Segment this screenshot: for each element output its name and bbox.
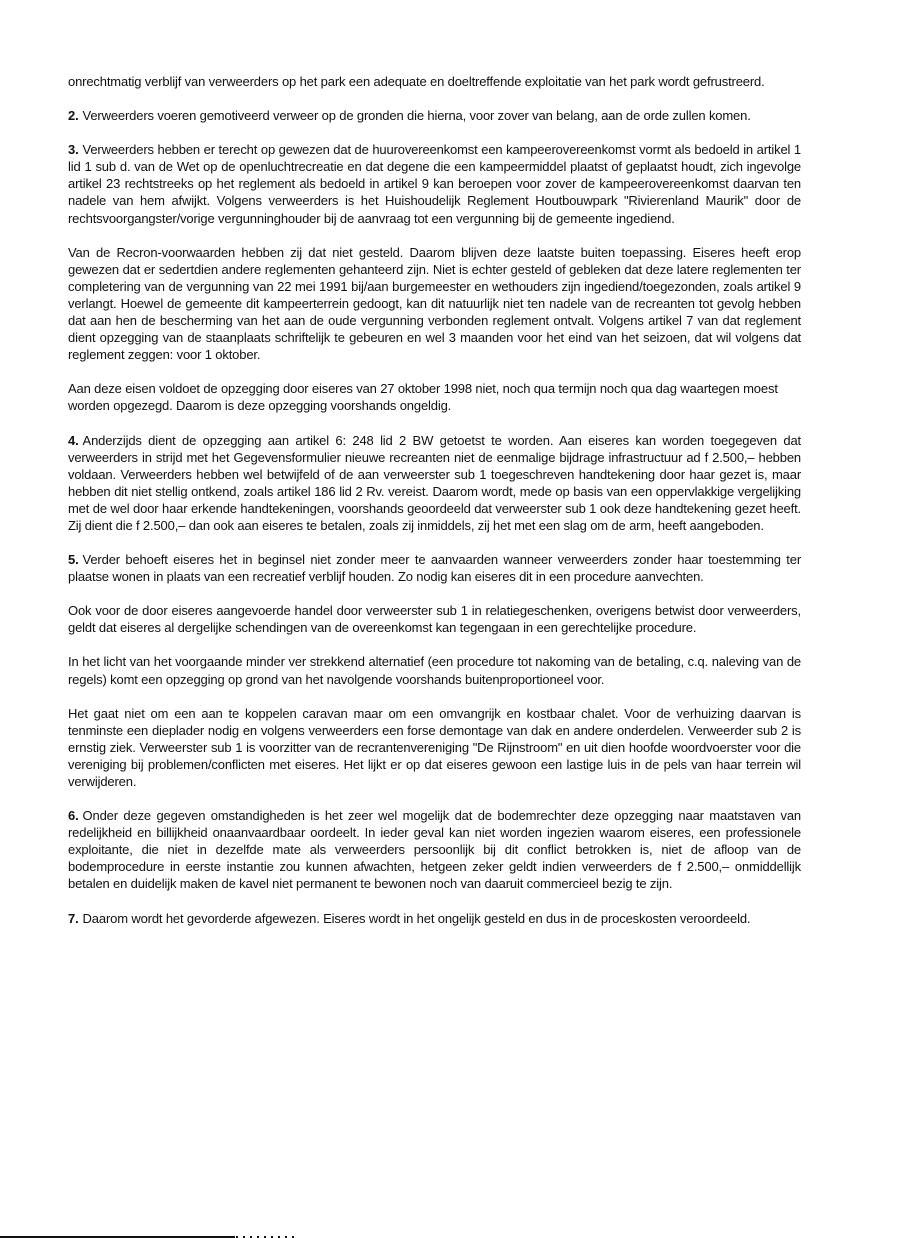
paragraph-7 [68, 910, 801, 927]
paragraph-5c [68, 653, 801, 687]
paragraph-number: 6. [68, 808, 79, 824]
paragraph-text: Daarom wordt het gevorderde afgewezen. Eiseres wordt in het ongelijk gesteld en dus in de proceskosten veroordeeld. [82, 910, 751, 926]
paragraph-2 [68, 107, 801, 124]
paragraph-5b [68, 602, 801, 636]
paragraph-text: onrechtmatig verblijf van verweerders op het park een adequate en doeltreffende exploitatie van het park wordt gefrustreerd. [68, 74, 765, 89]
paragraph-3b [68, 244, 801, 364]
paragraph-6 [68, 807, 801, 892]
paragraph-text: Aan deze eisen voldoet de opzegging door eiseres van 27 oktober 1998 niet, noch qua termijn noch qua dag waartegen moest worden opgezegd. Daarom is deze opzegging voorshands ongeldig. [68, 381, 778, 414]
paragraph-5d [68, 705, 801, 790]
paragraph-text: Verweerders hebben er terecht op gewezen dat de huurovereenkomst een kampeerovereenkomst vormt als bedoeld in artikel 1 lid 1 sub d. van de Wet op de openluchtrecreatie en dat degene die een kampeermiddel plaatst of geplaatst houdt, zich ingevolge artikel 23 rechtstreeks op het reglement als bedoeld in artikel 9 kan beroepen voor zover de kampeerovereenkomst daarvan ten nadele van hem afwijkt. Volgens verweerders is het Huishoudelijk Reglement Houtbouwpark "Rivierenland Maurik" door de rechtsvoorgangster/vorige vergunninghouder bij de aanvraag tot een vergunning bij de gemeente ingediend. [68, 142, 801, 226]
document-page [68, 73, 801, 944]
paragraph-text: Verweerders voeren gemotiveerd verweer op de gronden die hierna, voor zover van belang, aan de orde zullen komen. [82, 108, 751, 124]
paragraph-5 [68, 551, 801, 585]
paragraph-number: 5. [68, 552, 79, 568]
paragraph-number: 2. [68, 108, 79, 124]
paragraph-text: Verder behoeft eiseres het in beginsel niet zonder meer te aanvaarden wanneer verweerders zonder haar toestemming ter plaatse wonen in plaats van een recreatief verblijf houden. Zo nodig kan eiseres dit in een procedure aanvechten. [68, 552, 801, 585]
paragraph-text: Onder deze gegeven omstandigheden is het zeer wel mogelijk dat de bodemrechter deze opzegging naar maatstaven van redelijkheid en billijkheid onaanvaardbaar oordeelt. In ieder geval kan niet worden ingezien waarom eiseres, een professionele exploitante, die niet in dezelfde mate als verweerders persoonlijk bij dit conflict betrokken is, niet de afloop van de bodemprocedure in eerste instantie zou kunnen afwachten, hetgeen zeker geldt indien verweerders de f 2.500,– onmiddellijk betalen en duidelijk maken de kavel niet permanent te bewonen noch van daaruit commercieel bezig te zijn. [68, 808, 801, 892]
paragraph-text: Van de Recron-voorwaarden hebben zij dat niet gesteld. Daarom blijven deze laatste buiten toepassing. Eiseres heeft erop gewezen dat er sedertdien andere reglementen gehanteerd zijn. Niet is echter gesteld of gebleken dat deze latere reglementen ter completering van de vergunning van 22 mei 1991 bij/aan burgemeester en wethouders zijn ingediend/toegezonden, zoals artikel 9 verlangt. Hoewel de gemeente dit kampeerterrein gedoogt, kan dit natuurlijk niet ten nadele van de recreanten tot gevolg hebben dat aan hen de bescherming van het aan de oude vergunning verbonden reglement ontvalt. Volgens artikel 7 van dat reglement dient opzegging van de staanplaats schriftelijk te gebeuren en wel 3 maanden voor het eind van het seizoen, dat wil volgens dat reglement zeggen: voor 1 oktober. [68, 244, 801, 363]
paragraph-continued [68, 73, 801, 90]
paragraph-text: Het gaat niet om een aan te koppelen caravan maar om een omvangrijk en kostbaar chalet. Voor de verhuizing daarvan is tenminste een dieplader nodig en volgens verweerders een forse demontage van dak en andere onderdelen. Verweerder sub 2 is ernstig ziek. Verweerster sub 1 is voorzitter van de recrantenvereniging "De Rijnstroom" en uit dien hoofde woordvoerster voor die vereniging bij problemen/conflicten met eiseres. Het lijkt er op dat eiseres gewoon een lastige luis in de pels van haar terrein wil verwijderen. [68, 705, 801, 789]
paragraph-4 [68, 432, 801, 535]
paragraph-number: 3. [68, 142, 79, 158]
paragraph-text: In het licht van het voorgaande minder ver strekkend alternatief (een procedure tot nakoming van de betaling, c.q. naleving van de regels) komt een opzegging op grond van het navolgende voorshands buitenproportioneel voor. [68, 654, 801, 687]
paragraph-3 [68, 141, 801, 226]
paragraph-number: 7. [68, 910, 79, 926]
paragraph-text: Ook voor de door eiseres aangevoerde handel door verweerster sub 1 in relatiegeschenken, overigens betwist door verweerders, geldt dat eiseres al dergelijke schendingen van de overeenkomst kan tegengaan in een gerechtelijke procedure. [68, 603, 801, 636]
paragraph-number: 4. [68, 432, 79, 448]
paragraph-text: Anderzijds dient de opzegging aan artikel 6: 248 lid 2 BW getoetst te worden. Aan eiseres kan worden toegegeven dat verweerders in strijd met het Gegevensformulier nieuwe recreanten niet de eenmalige bijdrage infrastructuur ad f 2.500,– hebben voldaan. Verweerders hebben wel betwijfeld of de aan verweerster sub 1 toegeschreven handtekening door haar gezet is, maar hebben dit niet stellig ontkend, zoals artikel 186 lid 2 Rv. vereist. Daarom wordt, mede op basis van een oppervlakkige vergelijking met de wel door haar erkende handtekeningen, voorshands geoordeeld dat verweerster sub 1 ook deze handtekening gezet heeft. Zij dient die f 2.500,– dan ook aan eiseres te betalen, zoals zij inmiddels, zij het met een slag om de arm, heeft aangeboden. [68, 432, 801, 533]
paragraph-3c [68, 380, 801, 414]
